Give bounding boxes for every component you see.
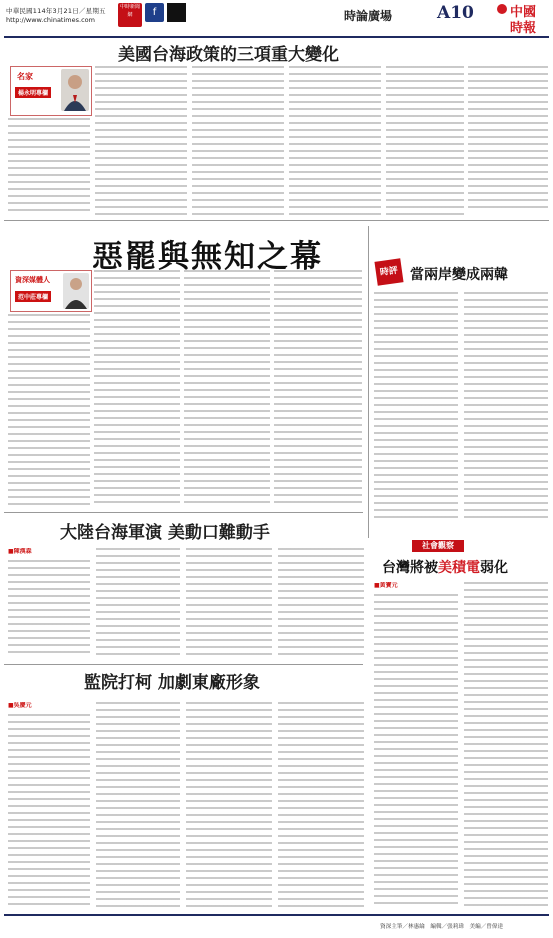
article5-col1 <box>374 594 458 906</box>
masthead <box>0 0 553 38</box>
article5-headline-red: 美積電 <box>438 560 480 576</box>
article3-col1 <box>374 292 458 522</box>
issue-date: 中華民國114年3月21日／星期五 <box>6 7 106 15</box>
article6-headline: 監院打柯 加劇東廠形象 <box>84 673 260 693</box>
article4-col2 <box>96 548 180 658</box>
rule-2 <box>4 512 363 513</box>
article5-headline-prefix: 台灣將被 <box>382 560 438 576</box>
article5-author: ■黃寶元 <box>374 582 398 589</box>
article1-col4 <box>289 66 381 216</box>
header-rule <box>4 36 549 38</box>
article1-col2 <box>95 66 187 216</box>
author-label-2: 資深媒體人 <box>15 276 50 284</box>
article3-col2 <box>464 292 548 522</box>
author-name-1: 楊永明專欄 <box>15 87 51 98</box>
author-portrait-2 <box>63 273 89 309</box>
article6-col4 <box>278 702 364 910</box>
brand-badge: 中時新聞網 <box>118 3 142 27</box>
svg-text:時報: 時報 <box>510 21 537 35</box>
author-card-2 <box>10 270 92 312</box>
facebook-icon[interactable]: f <box>145 3 164 22</box>
svg-text:中國: 中國 <box>510 5 537 20</box>
qr-code-icon <box>167 3 186 22</box>
article5-col2 <box>464 582 548 906</box>
author-portrait-1 <box>61 69 89 111</box>
article6-col1 <box>8 714 90 910</box>
page-number: A10 <box>437 3 474 23</box>
footer-rule <box>4 914 549 916</box>
article6-col2 <box>96 702 180 910</box>
china-times-logo <box>494 1 546 35</box>
article1-col3 <box>192 66 284 216</box>
column-divider <box>368 226 369 538</box>
opinion-kicker: 時評 <box>374 258 403 285</box>
article4-headline: 大陸台海軍演 美動口難動手 <box>60 523 270 543</box>
rule-3 <box>4 664 363 665</box>
website-url[interactable]: http://www.chinatimes.com <box>6 16 95 24</box>
article5-headline-suffix: 弱化 <box>480 560 508 576</box>
article5-headline <box>382 557 508 577</box>
article1-col5 <box>386 66 464 216</box>
author-name-2: 范中莊專欄 <box>15 291 51 302</box>
article6-col3 <box>186 702 272 910</box>
author-card-1 <box>10 66 92 116</box>
article4-author: ■陳漢森 <box>8 548 32 555</box>
social-kicker: 社會觀察 <box>412 540 464 552</box>
article1-col1 <box>8 118 90 214</box>
rule-1 <box>4 220 549 221</box>
article6-author: ■吳慶元 <box>8 702 32 709</box>
article2-col1 <box>8 314 90 508</box>
page-credits: 資深主筆／林惠綸 編輯／張莉瑋 美編／曾偉達 <box>380 924 504 930</box>
article2-col4 <box>274 270 362 508</box>
section-title: 時論廣場 <box>344 9 393 23</box>
article2-col2 <box>94 270 180 508</box>
article4-col3 <box>186 548 272 658</box>
author-label-1: 名家 <box>17 72 33 81</box>
article1-headline: 美國台海政策的三項重大變化 <box>118 45 339 65</box>
article2-col3 <box>184 270 270 508</box>
article4-col1 <box>8 560 90 658</box>
article1-col6 <box>468 66 548 208</box>
article3-headline: 當兩岸變成兩韓 <box>410 267 508 283</box>
article2-headline: 惡罷與無知之幕 <box>92 239 323 275</box>
article4-col4 <box>278 548 364 658</box>
